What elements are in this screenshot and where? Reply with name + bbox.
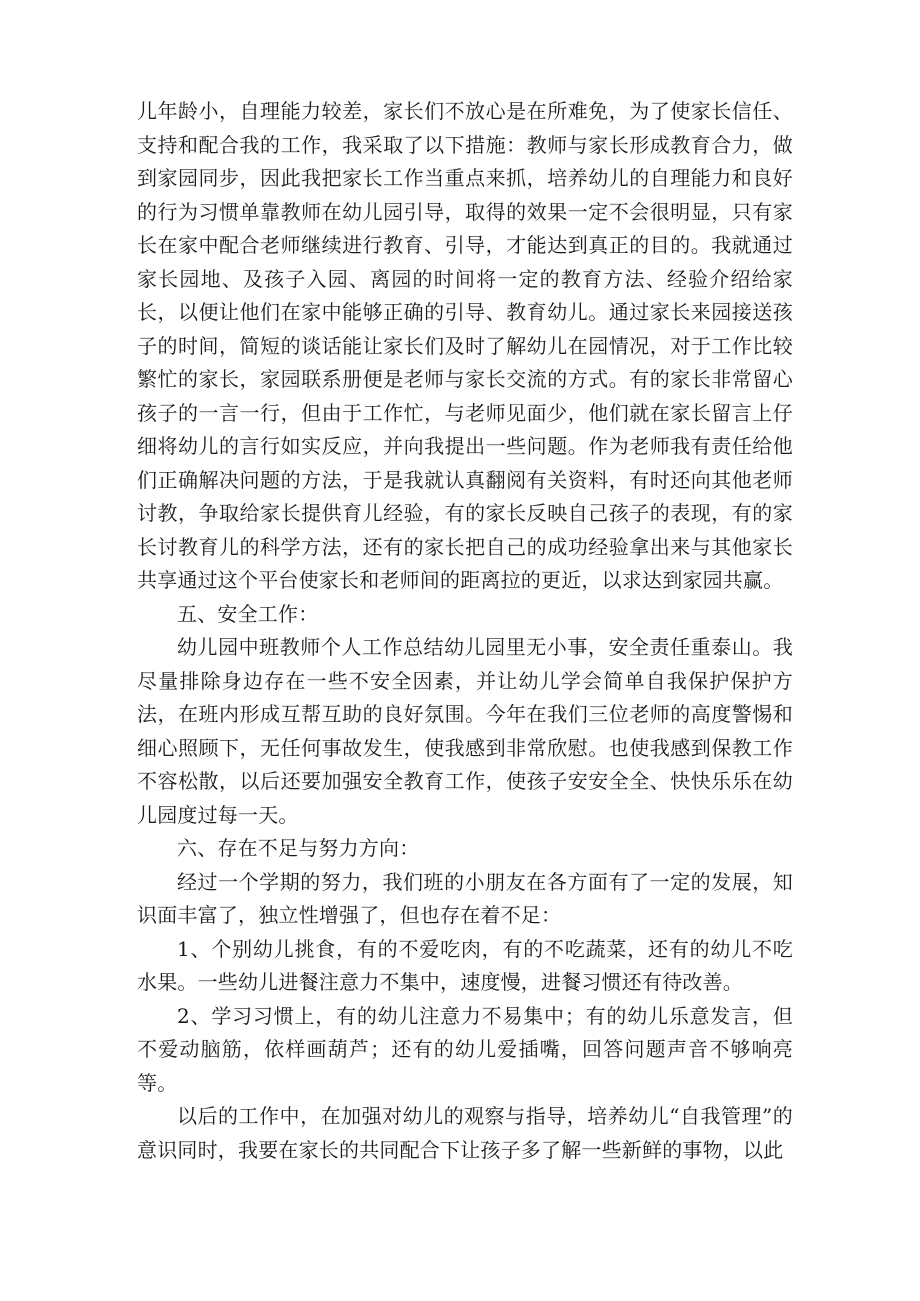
paragraph-future-work: 以后的工作中，在加强对幼儿的观察与指导，培养幼儿“自我管理”的意识同时，我要在家长的共同配合下让孩子多了解一些新鲜的事物，以此 bbox=[137, 1104, 793, 1162]
paragraph-home-cooperation: 儿年龄小，自理能力较差，家长们不放心是在所难免，为了使家长信任、支持和配合我的工作，我采取了以下措施：教师与家长形成教育合力，做到家园同步，因此我把家长工作当重点来抓，培养幼儿的自理能力和良好的行为习惯单靠教师在幼儿园引导，取得的效果一定不会很明显，只有家长在家中配合老师继续进行教育、引导，才能达到真正的目的。我就通过家长园地、及孩子入园、离园的时间将一定的教育方法、经验介绍给家长，以便让他们在家中能够正确的引导、教育幼儿。通过家长来园接送孩子的时间，简短的谈话能让家长们及时了解幼儿在园情况，对于工作比较繁忙的家长，家园联系册便是老师与家长交流的方式。有的家长非常留心孩子的一言一行，但由于工作忙，与老师见面少，他们就在家长留言上仔细将幼儿的言行如实反应，并向我提出一些问题。作为老师我有责任给他们正确解决问题的方法，于是我就认真翻阅有关资料，有时还向其他老师讨教，争取给家长提供育儿经验，有的家长反映自己孩子的表现，有的家长讨教育儿的科学方法，还有的家长把自己的成功经验拿出来与其他家长共享通过这个平台使家长和老师间的距离拉的更近，以求达到家园共赢。 bbox=[137, 99, 793, 592]
paragraph-safety-work: 幼儿园中班教师个人工作总结幼儿园里无小事，安全责任重泰山。我尽量排除身边存在一些不安全因素，并让幼儿学会简单自我保护保护方法，在班内形成互帮互助的良好氛围。今年在我们三位老师的高度警惕和细心照顾下，无任何事故发生，使我感到非常欣慰。也使我感到保教工作不容松散，以后还要加强安全教育工作，使孩子安安全全、快快乐乐在幼儿园度过每一天。 bbox=[137, 635, 793, 827]
document-body bbox=[137, 95, 793, 1167]
section-heading-shortcomings: 六、存在不足与努力方向： bbox=[177, 836, 420, 860]
section-heading-safety: 五、安全工作： bbox=[177, 601, 319, 626]
paragraph-semester-progress: 经过一个学期的努力，我们班的小朋友在各方面有了一定的发展，知识面丰富了，独立性增强了，但也存在着不足： bbox=[137, 869, 793, 927]
paragraph-eating-habits: 1、个别幼儿挑食，有的不爱吃肉，有的不吃蔬菜，还有的幼儿不吃水果。一些幼儿进餐注意力不集中，速度慢，进餐习惯还有待改善。 bbox=[137, 936, 793, 994]
paragraph-learning-habits: 2、学习习惯上，有的幼儿注意力不易集中；有的幼儿乐意发言，但不爱动脑筋，依样画葫芦；还有的幼儿爱插嘴，回答问题声音不够响亮等。 bbox=[137, 1003, 793, 1095]
